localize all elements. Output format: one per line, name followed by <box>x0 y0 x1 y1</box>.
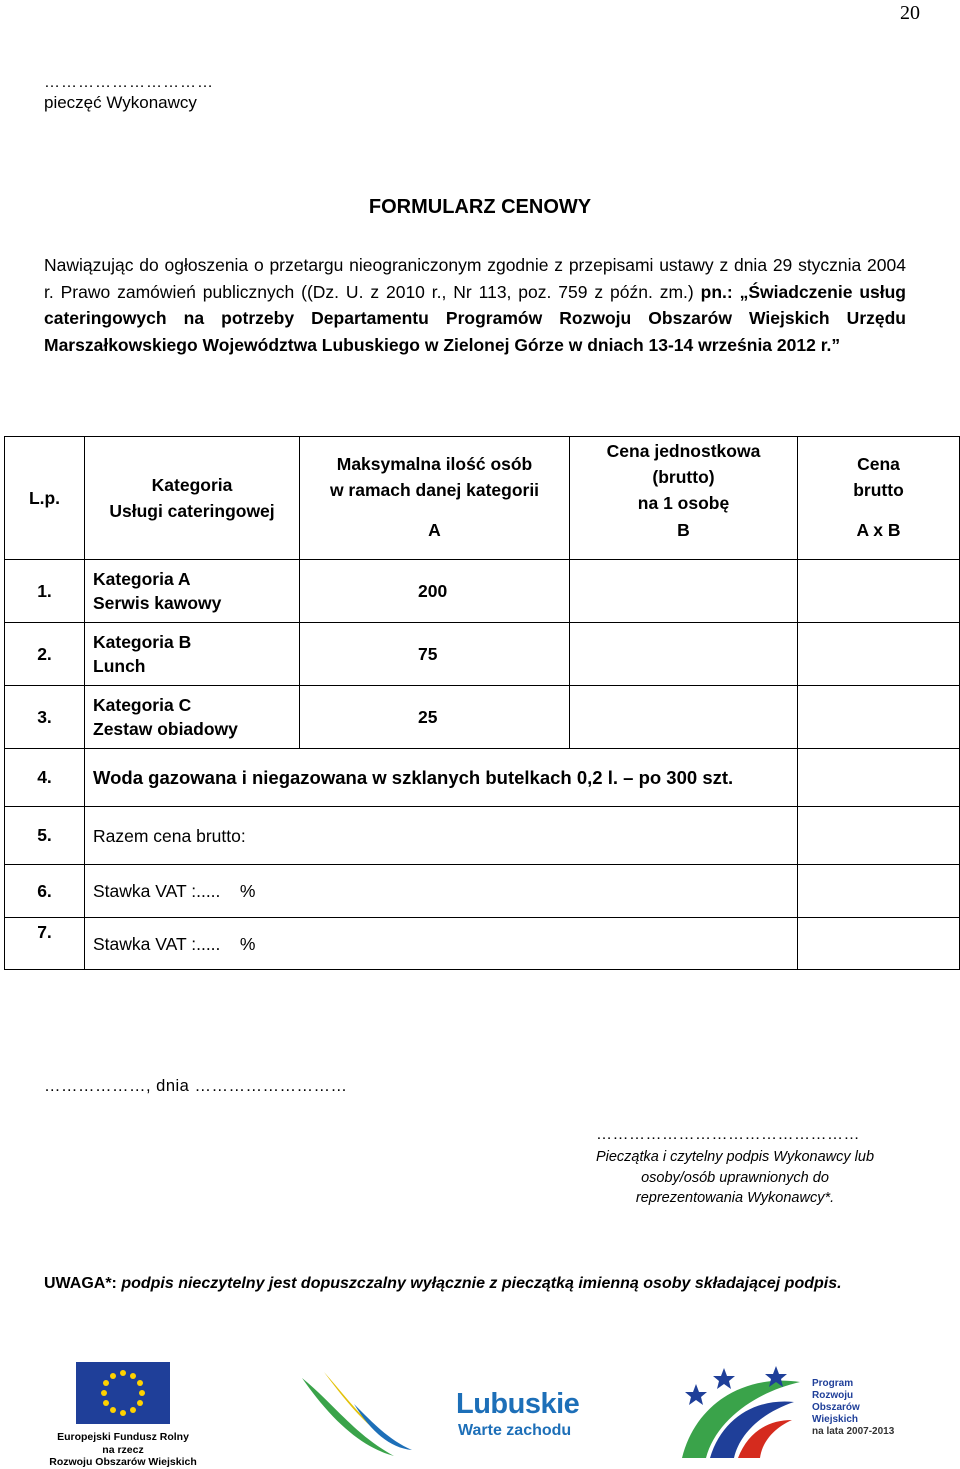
prow-line1: Program <box>812 1378 854 1389</box>
vat-rate-label: Stawka VAT :..... % <box>85 865 798 918</box>
signature-caption-line3: reprezentowania Wykonawcy*. <box>635 1190 835 1206</box>
eu-caption-line2: na rzecz <box>102 1443 144 1456</box>
vat-value-cell[interactable] <box>798 865 960 918</box>
row-lp: 1. <box>5 560 85 623</box>
row-category-line2: Lunch <box>93 656 146 676</box>
page-number: 20 <box>900 2 920 24</box>
header-lp: L.p. <box>5 437 85 560</box>
water-gross-price-cell[interactable] <box>798 749 960 807</box>
row-gross-price-cell[interactable] <box>798 560 960 623</box>
intro-bold-text: pn.: „Świadczenie usług cateringowych na potrzeby Departamentu Programów Rozwoju Obszarów Wiejskich Urzędu Marszałkowskiego Województwa Lubuskiego w Zielonej Górze w dniach 13-14 września 2012 r.” <box>44 281 906 355</box>
stamp-dots: ………………………… <box>44 74 214 91</box>
header-price-line2: (brutto) <box>652 467 715 488</box>
signature-caption-line2: osoby/osób uprawnionych do <box>641 1169 829 1186</box>
row-category <box>85 623 300 686</box>
row-category-line1: Kategoria C <box>93 695 192 715</box>
header-max-line1: Maksymalna ilość osób <box>336 454 533 475</box>
header-gross-line2: brutto <box>853 480 904 501</box>
row-category-line1: Kategoria B <box>93 632 192 652</box>
header-max-persons <box>300 437 570 518</box>
note-text: podpis nieczytelny jest dopuszczalny wyłącznie z pieczątką imienną osoby składającej podpis. <box>121 1275 842 1292</box>
table-row <box>5 686 960 749</box>
row-lp: 7. <box>5 918 85 970</box>
row-quantity: 25 <box>300 686 570 749</box>
lubuskie-swoosh-icon <box>294 1364 414 1462</box>
table-row <box>5 918 960 970</box>
place-date-line: ………………, dnia ……………………… <box>44 1077 348 1095</box>
eu-caption-line1: Europejski Fundusz Rolny <box>57 1431 189 1443</box>
table-row <box>5 623 960 686</box>
lubuskie-wordmark: Lubuskie <box>456 1388 580 1420</box>
lubuskie-logo <box>294 1364 594 1462</box>
header-sub-axb: A x B <box>798 518 960 560</box>
intro-plain-text: Nawiązując do ogłoszenia o przetargu nieograniczonym zgodnie z przepisami ustawy z dnia 29 stycznia 2004 r. Prawo zamówień publicznych ((Dz. U. z 2010 r., Nr 113, poz. 759 z późn. zm.) <box>44 255 906 302</box>
header-price-line3: na 1 osobę <box>637 493 730 514</box>
total-label: Razem cena brutto: <box>85 807 798 865</box>
prow-line5: na lata 2007-2013 <box>812 1426 895 1437</box>
prow-logo <box>676 1362 895 1462</box>
row-lp: 3. <box>5 686 85 749</box>
table-row <box>5 749 960 807</box>
header-category-line1: Kategoria <box>151 475 233 495</box>
row-quantity: 75 <box>300 623 570 686</box>
vat-value-cell[interactable] <box>798 918 960 970</box>
table-row <box>5 807 960 865</box>
note-label: UWAGA*: <box>44 1275 122 1292</box>
header-category <box>85 437 300 560</box>
header-max-line2: w ramach danej kategorii <box>329 480 540 501</box>
signature-caption <box>585 1147 885 1209</box>
row-lp: 2. <box>5 623 85 686</box>
stamp-label: pieczęć Wykonawcy <box>44 93 197 112</box>
row-unit-price-cell[interactable] <box>570 623 798 686</box>
header-category-line2: Usługi cateringowej <box>109 501 275 521</box>
row-category <box>85 560 300 623</box>
row-category <box>85 686 300 749</box>
total-gross-price-cell[interactable] <box>798 807 960 865</box>
eu-caption-line3: Rozwoju Obszarów Wiejskich <box>49 1456 197 1468</box>
header-gross-price <box>798 437 960 518</box>
table-row <box>5 865 960 918</box>
row-gross-price-cell[interactable] <box>798 623 960 686</box>
prow-line3: Obszarów <box>812 1402 860 1413</box>
row-category-line1: Kategoria A <box>93 569 191 589</box>
eu-logo <box>48 1360 198 1468</box>
signature-caption-line1: Pieczątka i czytelny podpis Wykonawcy lub <box>595 1149 875 1165</box>
water-description: Woda gazowana i niegazowana w szklanych butelkach 0,2 l. – po 300 szt. <box>85 749 798 807</box>
row-quantity: 200 <box>300 560 570 623</box>
prow-emblem-icon <box>676 1362 806 1462</box>
form-title: FORMULARZ CENOWY <box>368 196 592 218</box>
row-unit-price-cell[interactable] <box>570 686 798 749</box>
row-unit-price-cell[interactable] <box>570 560 798 623</box>
row-category-line2: Zestaw obiadowy <box>93 719 238 739</box>
intro-paragraph <box>44 252 906 358</box>
row-lp: 5. <box>5 807 85 865</box>
prow-line2: Rozwoju <box>812 1390 854 1401</box>
logos-footer <box>0 1360 960 1468</box>
header-sub-b: B <box>570 518 798 560</box>
price-table <box>4 436 960 970</box>
row-lp: 4. <box>5 749 85 807</box>
signature-dots: ………………………………………… <box>596 1126 860 1143</box>
header-gross-line1: Cena <box>857 454 900 475</box>
eu-flag-icon <box>48 1360 198 1424</box>
note <box>44 1275 842 1293</box>
vat-rate-label: Stawka VAT :..... % <box>85 918 798 970</box>
row-gross-price-cell[interactable] <box>798 686 960 749</box>
row-category-line2: Serwis kawowy <box>93 593 222 613</box>
header-unit-price <box>570 437 798 518</box>
row-lp: 6. <box>5 865 85 918</box>
header-price-line1: Cena jednostkowa <box>606 441 761 462</box>
prow-line4: Wiejskich <box>812 1414 859 1425</box>
header-sub-a: A <box>300 518 570 560</box>
lubuskie-tagline: Warte zachodu <box>458 1422 572 1439</box>
table-row <box>5 560 960 623</box>
